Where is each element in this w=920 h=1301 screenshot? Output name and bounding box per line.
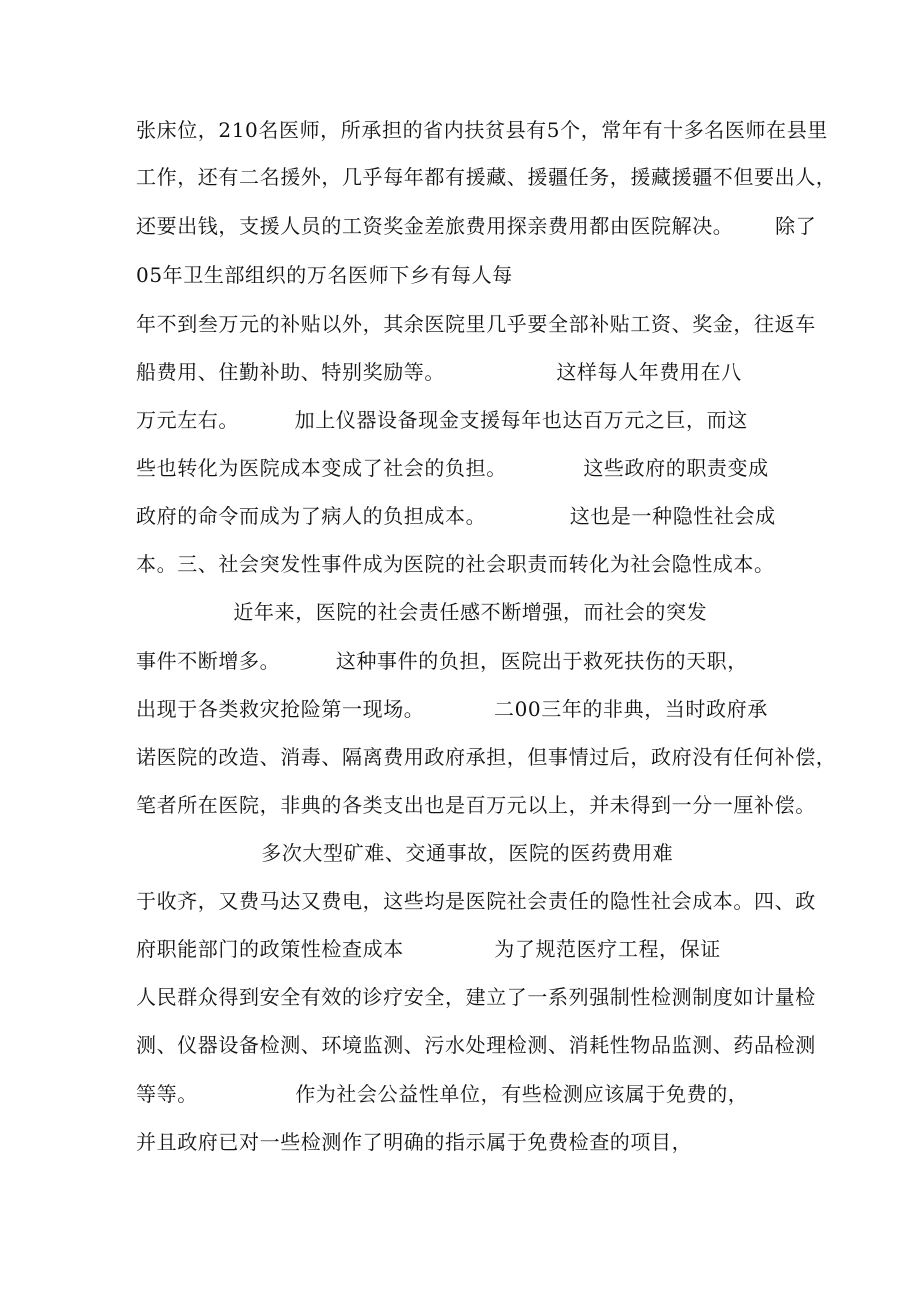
text-line-10: 本。三、社会突发性事件成为医院的社会职责而转化为社会隐性成本。: [136, 552, 775, 576]
text-line-7: 万元左右。 加上仪器设备现金支援每年也达百万元之巨，而这: [136, 408, 748, 432]
text-line-18: 府职能部门的政策性检查成本 为了规范医疗工程，保证: [136, 937, 721, 961]
text-line-3: 还要出钱，支援人员的工资奖金差旅费用探亲费用都由医院解决。 除了: [136, 214, 817, 238]
text-line-11: 近年来，医院的社会责任感不断增强，而社会的突发: [136, 600, 708, 624]
text-line-21: 等等。 作为社会公益性单位，有些检测应该属于免费的，: [136, 1082, 749, 1106]
text-line-19: 人民群众得到安全有效的诊疗安全，建立了一系列强制性检测制度如计量检: [136, 985, 816, 1009]
text-line-15: 笔者所在医院，非典的各类支出也是百万元以上，并未得到一分一厘补偿。: [136, 793, 816, 817]
text-line-14: 诺医院的改造、消毒、隔离费用政府承担，但事情过后，政府没有任何补偿，: [136, 745, 837, 769]
text-line-8: 些也转化为医院成本变成了社会的负担。 这些政府的职责变成: [136, 456, 769, 480]
text-line-5: 年不到叁万元的补贴以外，其余医院里几乎要全部补贴工资、奖金，往返车: [136, 312, 816, 336]
text-line-17: 于收齐，又费马达又费电，这些均是医院社会责任的隐性社会成本。四、政: [136, 889, 816, 913]
text-line-12: 事件不断增多。 这种事件的负担，医院出于救死扶伤的天职，: [136, 649, 748, 673]
text-line-2: 工作，还有二名援外，几乎每年都有援藏、援疆任务，援藏援疆不但要出人，: [136, 165, 837, 189]
text-line-6: 船费用、住勤补助、特别奖励等。 这样每人年费用在八: [136, 360, 742, 384]
text-line-9: 政府的命令而成为了病人的负担成本。 这也是一种隐性社会成: [136, 504, 776, 528]
text-line-1: 张床位，210名医师，所承担的省内扶贫县有5个，常年有十多名医师在县里: [136, 118, 828, 142]
text-line-4: 05年卫生部组织的万名医师下乡有每人每: [136, 263, 513, 287]
text-line-22: 并且政府已对一些检测作了明确的指示属于免费检查的项目，: [136, 1130, 693, 1154]
text-line-13: 出现于各类救灾抢险第一现场。 二00三年的非典，当时政府承: [136, 697, 768, 721]
text-line-16: 多次大型矿难、交通事故，医院的医药费用难: [136, 841, 674, 865]
text-line-20: 测、仪器设备检测、环境监测、污水处理检测、消耗性物品监测、药品检测: [136, 1033, 816, 1057]
